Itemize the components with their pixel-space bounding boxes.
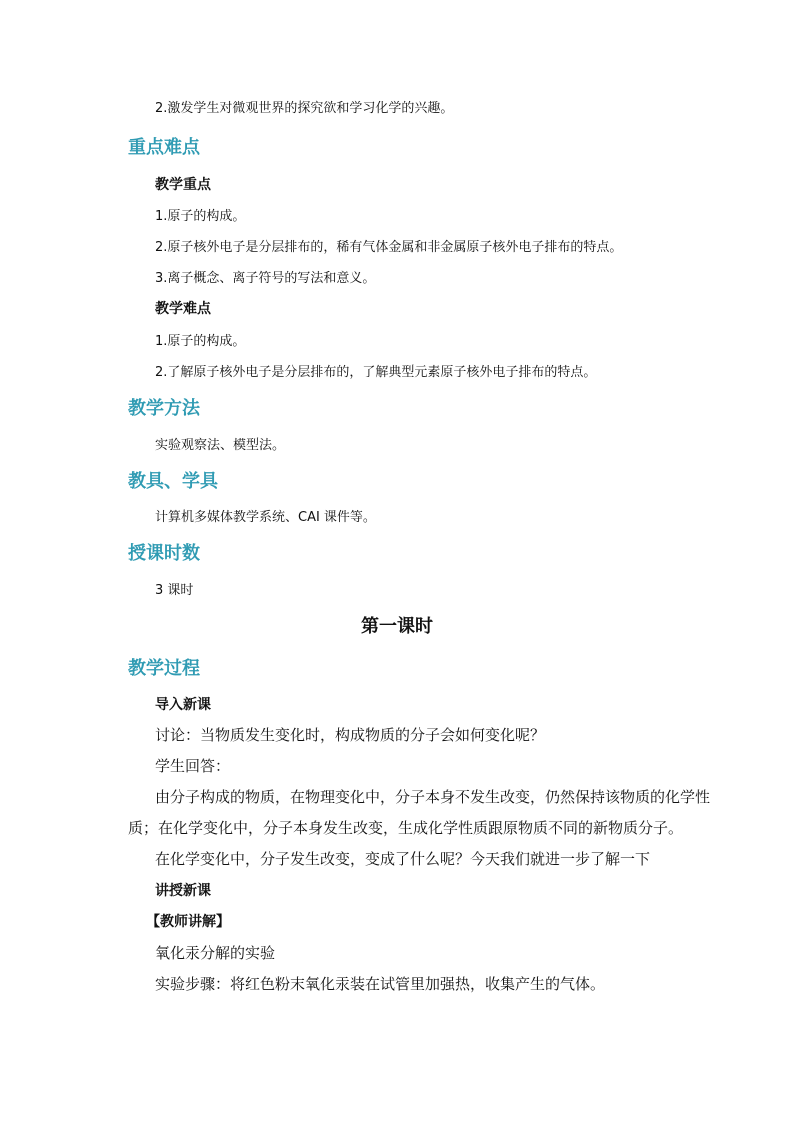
difficulty-item-2: 2.了解原子核外电子是分层排布的，了解典型元素原子核外电子排布的特点。: [155, 365, 597, 380]
teacher-explanation-label: 【教师讲解】: [146, 914, 230, 930]
teaching-method-heading: 教学方法: [128, 398, 200, 419]
answer-line-1: 由分子构成的物质，在物理变化中，分子本身不发生改变，仍然保持该物质的化学性: [155, 788, 711, 806]
transition-text: 在化学变化中，分子发生改变，变成了什么呢？今天我们就进一步了解一下: [155, 850, 651, 868]
objective-item-2: 2.激发学生对微观世界的探究欲和学习化学的兴趣。: [155, 101, 454, 116]
student-answer-label: 学生回答：: [155, 757, 231, 775]
teaching-focus-label: 教学重点: [155, 177, 211, 193]
lesson-hours-heading: 授课时数: [128, 543, 200, 564]
focus-item-2: 2.原子核外电子是分层排布的，稀有气体金属和非金属原子核外电子排布的特点。: [155, 240, 623, 255]
key-points-heading: 重点难点: [128, 137, 200, 158]
discussion-text: 讨论：当物质发生变化时，构成物质的分子会如何变化呢？: [155, 726, 546, 744]
teaching-tools-text: 计算机多媒体教学系统、CAI 课件等。: [155, 510, 376, 525]
new-lesson-label: 讲授新课: [155, 883, 211, 899]
focus-item-1: 1.原子的构成。: [155, 209, 246, 224]
experiment-title: 氧化汞分解的实验: [155, 944, 276, 962]
teaching-difficulty-label: 教学难点: [155, 301, 211, 317]
lesson-title: 第一课时: [361, 616, 433, 637]
focus-item-3: 3.离子概念、离子符号的写法和意义。: [155, 271, 376, 286]
intro-label: 导入新课: [155, 697, 211, 713]
lesson-hours-text: 3 课时: [155, 583, 194, 598]
experiment-steps: 实验步骤：将红色粉末氧化汞装在试管里加强热，收集产生的气体。: [155, 975, 606, 993]
teaching-process-heading: 教学过程: [128, 658, 200, 679]
difficulty-item-1: 1.原子的构成。: [155, 334, 246, 349]
answer-line-2: 质；在化学变化中，分子本身发生改变，生成化学性质跟原物质不同的新物质分子。: [128, 819, 684, 837]
teaching-tools-heading: 教具、学具: [128, 471, 218, 492]
teaching-method-text: 实验观察法、模型法。: [155, 438, 286, 453]
